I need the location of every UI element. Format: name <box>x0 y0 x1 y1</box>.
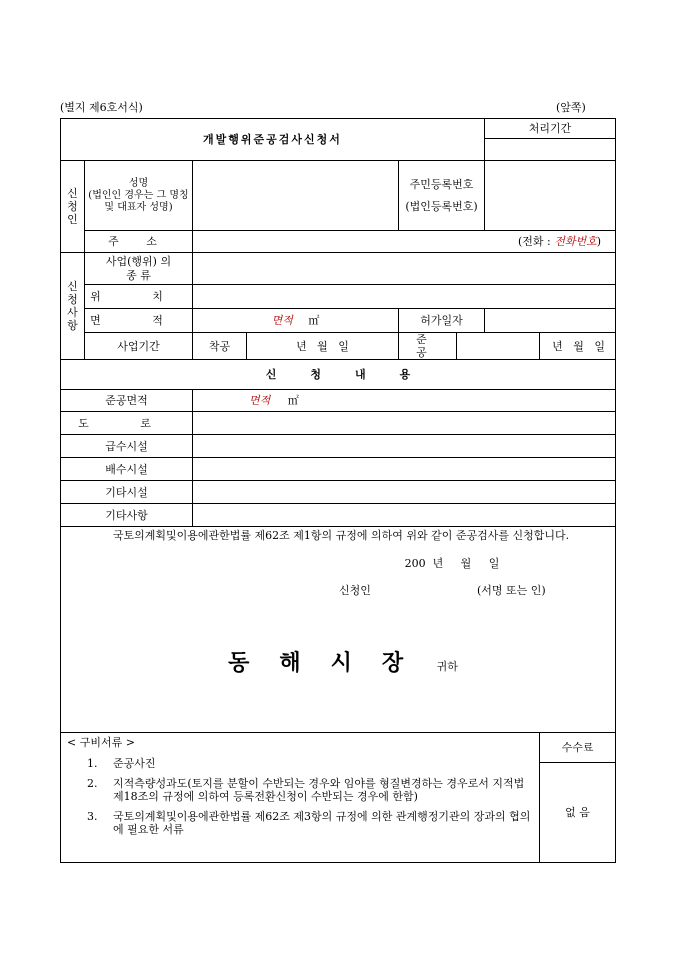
completion-date-field[interactable]: 년 월 일 <box>540 333 616 360</box>
phone-field[interactable]: 전화번호 <box>554 234 597 248</box>
area-unit: ㎡ <box>308 313 320 327</box>
documents-header: < 구비서류 > <box>67 736 135 750</box>
drainage-field[interactable] <box>193 458 616 481</box>
location-label: 위 치 <box>85 285 193 309</box>
processing-period-label: 처리기간 <box>485 119 616 139</box>
request-section-title: 신청내용 <box>61 360 616 390</box>
declaration-block <box>61 527 616 733</box>
fee-value: 없 음 <box>540 763 616 863</box>
project-type-field[interactable] <box>193 253 616 285</box>
applicant-section-label: 신 청 인 <box>61 161 85 253</box>
resident-number-label: 주민등록번호 (법인등록번호) <box>399 161 485 231</box>
address-label: 주 소 <box>85 231 193 253</box>
completion-date-spacer <box>457 333 540 360</box>
area-field[interactable] <box>193 309 399 333</box>
project-period-label: 사업기간 <box>85 333 193 360</box>
road-label: 도 로 <box>61 412 193 435</box>
other-facilities-field[interactable] <box>193 481 616 504</box>
document-item: 1. 준공사진 <box>87 756 156 770</box>
road-field[interactable] <box>193 412 616 435</box>
fee-label: 수수료 <box>540 733 616 763</box>
completion-label: 준 공 <box>399 333 457 360</box>
form-reference: (별지 제6호서식) <box>60 101 143 114</box>
form-title: 개발행위준공검사신청서 <box>61 119 485 161</box>
drainage-label: 배수시설 <box>61 458 193 481</box>
applicant-name-field[interactable] <box>193 161 399 231</box>
declaration-text: 국토의계획및이용에관한법률 제62조 제1항의 규정에 의하여 위와 같이 준공검사를 신청합니다. <box>112 529 570 543</box>
start-date-field[interactable]: 년 월 일 <box>247 333 399 360</box>
other-notes-field[interactable] <box>193 504 616 527</box>
water-supply-field[interactable] <box>193 435 616 458</box>
page-side-label: (앞쪽) <box>556 101 586 114</box>
processing-period-field[interactable] <box>485 139 616 161</box>
other-notes-label: 기타사항 <box>61 504 193 527</box>
area-label: 면 적 <box>85 309 193 333</box>
resident-number-field[interactable] <box>485 161 616 231</box>
document-item: 2. 지적측량성과도(토지를 분할이 수반되는 경우와 임야를 형질변경하는 경우로서 지적법 제18조의 규정에 의하여 등록전환신청이 수반되는 경우에 한함) <box>87 777 525 803</box>
recipient: 동해시장 <box>228 649 434 676</box>
completion-area-field[interactable] <box>193 390 616 412</box>
application-form <box>60 118 616 863</box>
location-field[interactable] <box>193 285 616 309</box>
start-label: 착공 <box>193 333 247 360</box>
completion-area-unit: ㎡ <box>287 394 299 408</box>
permit-date-label: 허가일자 <box>399 309 485 333</box>
completion-area-label: 준공면적 <box>61 390 193 412</box>
applicant-name-label: 성명 (법인인 경우는 그 명칭 및 대표자 성명) <box>85 161 193 231</box>
area-value: 면적 <box>271 313 293 327</box>
other-facilities-label: 기타시설 <box>61 481 193 504</box>
sign-note[interactable]: (서명 또는 인) <box>477 583 546 597</box>
completion-area-value: 면적 <box>249 394 271 408</box>
signer-label: 신청인 <box>339 583 371 597</box>
required-documents <box>61 733 540 863</box>
project-type-label: 사업(행위) 의 종 류 <box>85 253 193 285</box>
recipient-suffix: 귀하 <box>436 659 458 673</box>
permit-date-field[interactable] <box>485 309 616 333</box>
declaration-date[interactable]: 200 년 월 일 <box>404 556 500 570</box>
document-item: 3. 국토의계획및이용에관한법률 제62조 제3항의 규정에 의한 관계행정기관의 장과의 협의에 필요한 서류 <box>87 810 531 837</box>
application-items-section-label: 신 청 사 항 <box>61 253 85 360</box>
address-field[interactable]: (전화 : 전화번호) <box>193 231 616 253</box>
water-supply-label: 급수시설 <box>61 435 193 458</box>
